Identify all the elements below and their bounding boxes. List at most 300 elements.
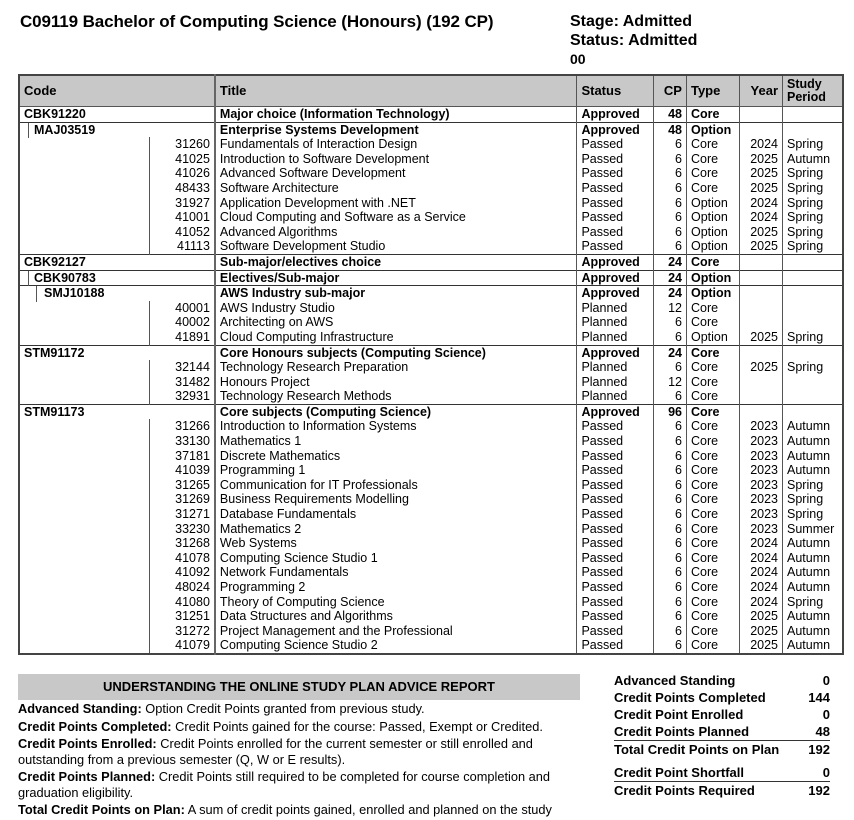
subject-row [19,580,843,595]
row-cp: 6 [653,449,686,464]
row-study-period: Autumn [783,565,843,580]
row-status: Passed [577,536,653,551]
subject-row [19,166,843,181]
row-title: Programming 2 [215,580,577,595]
row-status: Planned [577,301,653,316]
subject-row [19,389,843,404]
row-cp: 6 [653,551,686,566]
subject-code: 41092 [175,565,210,580]
row-status: Passed [577,609,653,624]
row-title: Electives/Sub-major [215,270,577,286]
row-title: Advanced Algorithms [215,225,577,240]
group-row [19,254,843,270]
row-type: Core [686,166,739,181]
row-study-period [783,301,843,316]
row-cp: 6 [653,463,686,478]
row-cp: 48 [653,122,686,137]
row-status: Approved [577,254,653,270]
summary-value: 192 [808,742,830,757]
guide-desc: A sum of credit points gained, enrolled and planned on the study [184,802,552,817]
row-title: AWS Industry Studio [215,301,577,316]
row-cp: 6 [653,609,686,624]
subject-code: 33130 [175,434,210,449]
course-title: C09119 Bachelor of Computing Science (Honours) (192 CP) [20,12,494,31]
row-status: Passed [577,196,653,211]
row-title: Sub-major/electives choice [215,254,577,270]
row-title: AWS Industry sub-major [215,286,577,301]
row-study-period: Autumn [783,449,843,464]
guide-definitions [18,701,578,820]
indent-cell [19,522,150,537]
subject-code: 37181 [175,448,210,463]
row-title: Computing Science Studio 1 [215,551,577,566]
row-type: Core [686,463,739,478]
summary-value: 0 [822,673,830,688]
row-study-period: Autumn [783,551,843,566]
subject-code: 40001 [175,300,210,315]
subject-code: 31269 [175,492,210,507]
row-title: Mathematics 2 [215,522,577,537]
subject-code: 41025 [175,151,210,166]
col-study-period: Study Period [783,75,843,107]
row-year: 2023 [739,478,782,493]
row-status: Passed [577,225,653,240]
row-type: Core [686,536,739,551]
row-status: Approved [577,122,653,137]
row-year [739,345,782,360]
row-status: Passed [577,210,653,225]
row-type: Core [686,492,739,507]
row-cp: 6 [653,434,686,449]
row-type: Core [686,449,739,464]
subject-code: 31266 [175,419,210,434]
group-row [19,404,843,419]
summary-value: 0 [822,765,830,780]
row-study-period [783,404,843,419]
guide-item [18,802,578,818]
group-code: STM91172 [19,345,215,360]
group-code: STM91173 [19,404,215,419]
indent-cell [19,389,150,404]
row-status: Passed [577,137,653,152]
row-year: 2024 [739,580,782,595]
subject-code: 41113 [177,239,210,254]
subject-row [19,536,843,551]
row-year: 2024 [739,210,782,225]
group-row [19,345,843,360]
row-status: Passed [577,522,653,537]
subject-row [19,181,843,196]
row-year [739,122,782,137]
row-type: Core [686,152,739,167]
guide-term: Credit Points Completed: [18,718,172,734]
indent-cell [19,315,150,330]
row-cp: 6 [653,522,686,537]
group-code: CBK92127 [19,254,215,270]
subject-code: 32144 [175,360,210,375]
row-cp: 6 [653,239,686,254]
row-cp: 24 [653,286,686,301]
indent-cell [19,301,150,316]
group-row [19,122,843,137]
row-status: Passed [577,492,653,507]
row-status: Passed [577,478,653,493]
subject-code: 31482 [175,374,210,389]
subject-row [19,210,843,225]
row-study-period [783,122,843,137]
row-year [739,301,782,316]
summary-planned [614,723,830,740]
row-study-period [783,315,843,330]
indent-cell [19,595,150,610]
row-status: Passed [577,463,653,478]
row-year: 2023 [739,463,782,478]
row-study-period: Spring [783,507,843,522]
group-code: MAJ03519 [19,122,215,137]
row-year: 2025 [739,330,782,345]
guide-desc: Option Credit Points granted from previous study. [141,701,425,716]
row-year: 2025 [739,609,782,624]
row-year: 2025 [739,638,782,654]
row-type: Core [686,434,739,449]
row-study-period: Spring [783,330,843,345]
row-type: Core [686,624,739,639]
guide-term: Credit Points Planned: [18,769,156,784]
row-cp: 6 [653,360,686,375]
group-row [19,286,843,301]
row-type: Core [686,301,739,316]
subject-row [19,522,843,537]
row-status: Passed [577,239,653,254]
indent-cell [19,210,150,225]
indent-cell [19,536,150,551]
row-title: Computing Science Studio 2 [215,638,577,654]
indent-cell [19,507,150,522]
row-title: Introduction to Software Development [215,152,577,167]
row-title: Software Development Studio [215,239,577,254]
row-type: Option [686,210,739,225]
row-study-period: Spring [783,492,843,507]
row-cp: 6 [653,595,686,610]
subject-code: 31265 [175,477,210,492]
row-year [739,389,782,404]
row-status: Passed [577,565,653,580]
indent-cell [19,609,150,624]
indent-cell [19,239,150,254]
row-title: Communication for IT Professionals [215,478,577,493]
row-cp: 6 [653,210,686,225]
row-year [739,254,782,270]
row-type: Core [686,551,739,566]
row-cp: 6 [653,330,686,345]
guide-desc: Credit Points enrolled for the current semester or still enrolled and outstanding from a previous semester (Q, W or E results). [18,736,533,767]
row-cp: 6 [653,196,686,211]
row-study-period: Spring [783,595,843,610]
indent-cell [19,478,150,493]
subject-code: 48024 [175,580,210,594]
row-study-period: Autumn [783,638,843,654]
subject-row [19,638,843,654]
row-title: Advanced Software Development [215,166,577,181]
row-title: Web Systems [215,536,577,551]
row-title: Programming 1 [215,463,577,478]
row-study-period [783,389,843,404]
subject-code: 41052 [175,224,210,239]
row-status: Planned [577,375,653,390]
row-status: Approved [577,404,653,419]
row-study-period: Spring [783,181,843,196]
subject-row [19,434,843,449]
col-title: Title [215,75,577,107]
row-type: Option [686,122,739,137]
status-label: Status: Admitted [570,32,698,49]
row-study-period: Spring [783,239,843,254]
row-year: 2024 [739,196,782,211]
row-status: Passed [577,181,653,196]
guide-heading: UNDERSTANDING THE ONLINE STUDY PLAN ADVICE REPORT [18,674,580,700]
row-cp: 6 [653,507,686,522]
group-row [19,270,843,286]
row-year [739,315,782,330]
subject-row [19,449,843,464]
row-study-period: Spring [783,166,843,181]
row-title: Cloud Computing Infrastructure [215,330,577,345]
summary-value: 144 [808,690,830,705]
row-status: Passed [577,580,653,595]
row-title: Introduction to Information Systems [215,419,577,434]
row-type: Option [686,196,739,211]
row-title: Core Honours subjects (Computing Science) [215,345,577,360]
summary-completed [614,689,830,706]
row-year: 2024 [739,551,782,566]
row-type: Core [686,181,739,196]
subject-row [19,301,843,316]
summary-label: Credit Point Shortfall [614,765,744,780]
row-type: Core [686,107,739,123]
row-status: Passed [577,638,653,654]
row-cp: 6 [653,181,686,196]
subject-code: 31271 [175,507,210,522]
subject-row [19,609,843,624]
row-type: Core [686,360,739,375]
indent-cell [19,449,150,464]
row-status: Passed [577,434,653,449]
row-year [739,404,782,419]
summary-label: Credit Points Planned [614,724,750,739]
guide-item [18,736,578,767]
row-cp: 6 [653,624,686,639]
row-title: Data Structures and Algorithms [215,609,577,624]
row-year: 2024 [739,137,782,152]
summary-value: 48 [815,724,830,739]
row-title: Technology Research Methods [215,389,577,404]
row-title: Architecting on AWS [215,315,577,330]
row-study-period: Spring [783,225,843,240]
row-status: Passed [577,624,653,639]
subject-row [19,419,843,434]
course-stage-block [570,12,697,69]
row-status: Approved [577,107,653,123]
row-study-period [783,254,843,270]
row-cp: 6 [653,166,686,181]
indent-cell [19,137,150,152]
row-type: Core [686,315,739,330]
guide-item [18,719,578,735]
summary-value: 192 [808,783,830,798]
subject-row [19,225,843,240]
row-status: Planned [577,315,653,330]
row-study-period: Autumn [783,536,843,551]
guide-item [18,701,578,717]
indent-cell [19,196,150,211]
group-row [19,107,843,123]
row-study-period: Spring [783,196,843,211]
subject-code: 31260 [175,137,210,152]
row-study-period: Spring [783,478,843,493]
row-study-period: Autumn [783,624,843,639]
subject-row [19,595,843,610]
subject-row [19,375,843,390]
row-study-period [783,345,843,360]
row-cp: 24 [653,345,686,360]
row-status: Passed [577,419,653,434]
indent-cell [19,580,150,595]
subject-code: 41001 [175,210,210,225]
row-study-period [783,270,843,286]
row-status: Passed [577,449,653,464]
indent-cell [19,434,150,449]
row-cp: 24 [653,254,686,270]
indent-cell [19,551,150,566]
row-study-period: Spring [783,137,843,152]
subject-code: 31927 [175,195,210,210]
row-cp: 6 [653,152,686,167]
row-type: Core [686,375,739,390]
row-type: Core [686,565,739,580]
col-status: Status [577,75,653,107]
row-title: Discrete Mathematics [215,449,577,464]
indent-cell [19,166,150,181]
row-type: Core [686,595,739,610]
row-title: Network Fundamentals [215,565,577,580]
row-title: Cloud Computing and Software as a Service [215,210,577,225]
row-cp: 6 [653,478,686,493]
subject-code: 48433 [175,180,210,195]
summary-required [614,781,830,799]
row-study-period [783,107,843,123]
indent-cell [19,492,150,507]
guide-term: Credit Points Enrolled: [18,736,157,751]
row-study-period: Spring [783,210,843,225]
summary-value: 0 [822,707,830,722]
row-status: Passed [577,551,653,566]
subject-code: 31272 [175,623,210,638]
row-type: Option [686,239,739,254]
summary-label: Credit Points Required [614,783,755,798]
row-year [739,270,782,286]
row-title: Business Requirements Modelling [215,492,577,507]
subject-code: 32931 [175,389,210,404]
row-title: Mathematics 1 [215,434,577,449]
subject-code: 40002 [175,315,210,330]
study-plan-body [19,107,843,654]
group-code: CBK91220 [19,107,215,123]
guide-desc: Credit Points gained for the course: Passed, Exempt or Credited. [171,718,543,734]
group-code: SMJ10188 [19,286,215,301]
row-cp: 96 [653,404,686,419]
row-study-period: Autumn [783,463,843,478]
row-type: Core [686,609,739,624]
row-year: 2025 [739,360,782,375]
row-year: 2025 [739,181,782,196]
indent-cell [19,225,150,240]
subject-row [19,360,843,375]
subject-row [19,315,843,330]
row-cp: 6 [653,225,686,240]
subject-row [19,137,843,152]
row-year: 2023 [739,419,782,434]
subject-code: 31251 [175,609,210,624]
row-type: Core [686,254,739,270]
row-year: 2024 [739,565,782,580]
row-type: Core [686,638,739,654]
subject-row [19,551,843,566]
summary-enrolled [614,706,830,723]
indent-cell [19,360,150,375]
subject-row [19,478,843,493]
col-code: Code [19,75,215,107]
row-year [739,375,782,390]
row-year: 2023 [739,434,782,449]
row-year: 2023 [739,449,782,464]
row-type: Core [686,522,739,537]
row-cp: 6 [653,536,686,551]
row-type: Option [686,286,739,301]
row-title: Application Development with .NET [215,196,577,211]
row-status: Passed [577,507,653,522]
indent-cell [19,463,150,478]
col-year: Year [739,75,782,107]
summary-label: Advanced Standing [614,673,736,688]
guide-desc: Credit Points still required to be completed for course completion and graduation eligibility. [18,769,551,800]
summary-advanced-standing [614,672,830,689]
subject-code: 41078 [175,550,210,565]
subject-row [19,152,843,167]
credit-summary [614,672,830,799]
row-study-period: Summer [783,522,843,537]
row-type: Core [686,345,739,360]
row-type: Core [686,137,739,152]
subject-code: 41039 [175,463,210,478]
row-status: Approved [577,345,653,360]
row-cp: 6 [653,389,686,404]
row-type: Option [686,225,739,240]
subject-row [19,239,843,254]
row-study-period: Autumn [783,419,843,434]
row-type: Core [686,580,739,595]
indent-cell [19,181,150,196]
row-title: Database Fundamentals [215,507,577,522]
table-header-row [19,75,843,107]
row-status: Planned [577,389,653,404]
study-plan-table [18,74,844,655]
row-year: 2025 [739,239,782,254]
row-study-period: Autumn [783,152,843,167]
indent-cell [19,330,150,345]
row-year: 2025 [739,152,782,167]
row-study-period: Autumn [783,580,843,595]
row-year: 2024 [739,536,782,551]
